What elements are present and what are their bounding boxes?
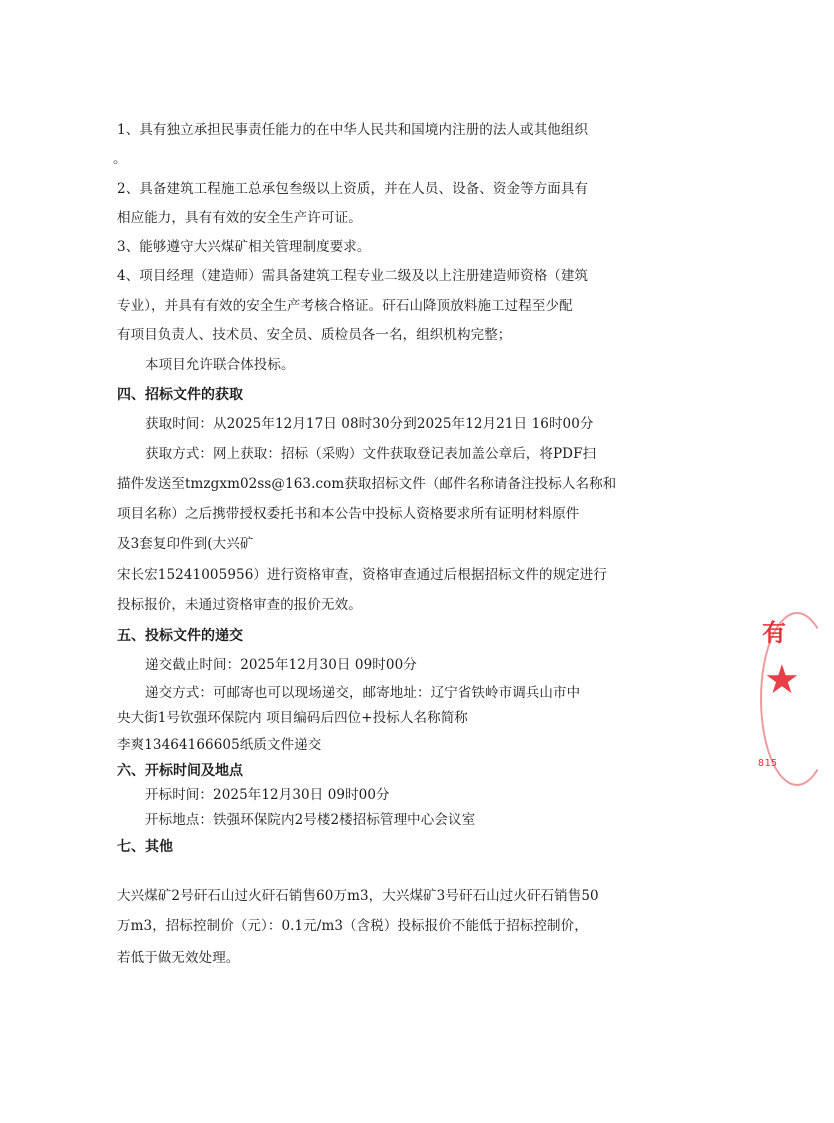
requirement-1-line-1: 1、具有独立承担民事责任能力的在中华人民共和国境内注册的法人或其他组织 <box>117 122 589 138</box>
section-5-method-line-3: 李爽13464166605纸质文件递交 <box>117 737 322 753</box>
section-6-place: 开标地点：铁强环保院内2号楼2楼招标管理中心会议室 <box>145 812 476 828</box>
section-7-text-line-3: 若低于做无效处理。 <box>117 950 240 966</box>
section-4-method-line-3: 项目名称）之后携带授权委托书和本公告中投标人资格要求所有证明材料原件 <box>117 506 580 522</box>
seal-star-icon: ★ <box>764 657 800 703</box>
section-7-text-line-1: 大兴煤矿2号矸石山过火矸石销售60万m3，大兴煤矿3号矸石山过火矸石销售50 <box>117 888 599 904</box>
official-seal-partial <box>756 610 800 790</box>
section-5-deadline: 递交截止时间：2025年12月30日 09时00分 <box>145 657 417 673</box>
section-4-heading: 四、招标文件的获取 <box>117 387 243 403</box>
section-5-method-line-1: 递交方式：可邮寄也可以现场递交，邮寄地址：辽宁省铁岭市调兵山市中 <box>145 685 581 701</box>
seal-number: 815 <box>758 758 778 769</box>
section-7-heading: 七、其他 <box>117 839 173 855</box>
section-5-method-line-2: 央大街1号钦强环保院内 项目编码后四位+投标人名称简称 <box>117 710 468 726</box>
requirement-4-line-3: 有项目负责人、技术员、安全员、质检员各一名，组织机构完整； <box>117 327 512 343</box>
requirement-1-line-2: 。 <box>113 151 127 167</box>
seal-character: 有 <box>762 618 786 647</box>
requirement-2-line-1: 2、具备建筑工程施工总承包叁级以上资质，并在人员、设备、资金等方面具有 <box>117 181 589 197</box>
requirement-4-line-2: 专业），并具有有效的安全生产考核合格证。矸石山降顶放料施工过程至少配 <box>117 298 573 314</box>
section-7-text-line-2: 万m3，招标控制价（元）：0.1元/m3（含税）投标报价不能低于招标控制价， <box>117 918 588 934</box>
section-4-method-line-1: 获取方式：网上获取：招标（采购）文件获取登记表加盖公章后，将PDF扫 <box>145 446 597 462</box>
requirement-3: 3、能够遵守大兴煤矿相关管理制度要求。 <box>117 239 371 255</box>
section-6-time: 开标时间：2025年12月30日 09时00分 <box>145 787 390 803</box>
section-6-heading: 六、开标时间及地点 <box>117 763 243 779</box>
section-5-heading: 五、投标文件的递交 <box>117 628 243 644</box>
requirement-4-line-1: 4、项目经理（建造师）需具备建筑工程专业二级及以上注册建造师资格（建筑 <box>117 268 589 284</box>
section-4-method-line-5: 宋长宏15241005956）进行资格审查，资格审查通过后根据招标文件的规定进行 <box>117 567 607 583</box>
section-4-method-line-6: 投标报价，未通过资格审查的报价无效。 <box>117 597 362 613</box>
section-4-method-line-4: 及3套复印件到(大兴矿 <box>117 536 254 552</box>
section-4-time: 获取时间：从2025年12月17日 08时30分到2025年12月21日 16时00分 <box>145 416 594 432</box>
section-4-method-line-2: 描件发送至tmzgxm02ss@163.com获取招标文件（邮件名称请备注投标人名称和 <box>117 476 617 492</box>
requirement-2-line-2: 相应能力，具有有效的安全生产许可证。 <box>117 210 362 226</box>
joint-bid-note: 本项目允许联合体投标。 <box>145 357 295 373</box>
